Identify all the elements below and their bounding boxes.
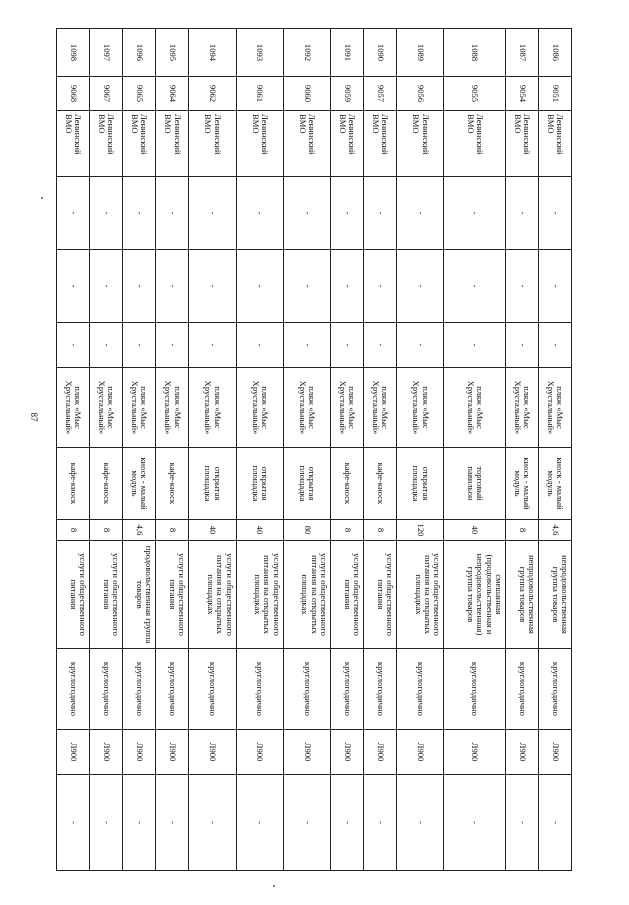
empty-column-13-cell: - [505, 775, 538, 871]
area-cell: 120 [397, 520, 444, 541]
empty-column-6-cell: - [156, 323, 189, 368]
table-row [397, 29, 444, 871]
period-cell: круглогодично [57, 649, 90, 730]
object-code-cell: 9064 [156, 77, 189, 111]
area-cell: 80 [283, 520, 330, 541]
district-cell: Ленинский ВМО [397, 111, 444, 177]
location-cell: пляж «Мыс Хрустальный» [538, 368, 571, 448]
empty-column-4-cell: - [444, 177, 506, 250]
period-cell: круглогодично [397, 649, 444, 730]
owner-code-cell: Л900 [444, 730, 506, 775]
object-code-cell: 9065 [123, 77, 156, 111]
object-code-cell: 9062 [189, 77, 236, 111]
location-cell: пляж «Мыс Хрустальный» [283, 368, 330, 448]
row-number-cell: 1087 [505, 29, 538, 77]
empty-column-13-cell: - [236, 775, 283, 871]
owner-code-cell: Л900 [90, 730, 123, 775]
empty-column-6-cell: - [236, 323, 283, 368]
specialization-cell: услуги общественного питания [90, 541, 123, 649]
page-number: 87 [29, 412, 39, 422]
object-type-cell: кафе-киоск [331, 448, 364, 520]
table-row [283, 29, 330, 871]
period-cell: круглогодично [156, 649, 189, 730]
location-cell: пляж «Мыс Хрустальный» [397, 368, 444, 448]
empty-column-4-cell: - [189, 177, 236, 250]
empty-column-13-cell: - [331, 775, 364, 871]
empty-column-4-cell: - [90, 177, 123, 250]
area-cell: 40 [189, 520, 236, 541]
object-code-cell: 9068 [57, 77, 90, 111]
table-row [364, 29, 397, 871]
rotated-table-container [56, 28, 572, 870]
empty-column-6-cell: - [57, 323, 90, 368]
district-cell: Ленинский ВМО [505, 111, 538, 177]
specialization-cell: услуги общественного питания [156, 541, 189, 649]
empty-column-4-cell: - [505, 177, 538, 250]
owner-code-cell: Л900 [283, 730, 330, 775]
empty-column-5-cell: - [189, 250, 236, 323]
empty-column-5-cell: - [283, 250, 330, 323]
object-type-cell: торговый павильон [444, 448, 506, 520]
area-cell: 8 [156, 520, 189, 541]
area-cell: 8 [364, 520, 397, 541]
empty-column-13-cell: - [444, 775, 506, 871]
empty-column-4-cell: - [123, 177, 156, 250]
specialization-cell: услуги общественного питания [57, 541, 90, 649]
location-cell: пляж «Мыс Хрустальный» [236, 368, 283, 448]
table-row [538, 29, 571, 871]
empty-column-5-cell: - [505, 250, 538, 323]
empty-column-4-cell: - [364, 177, 397, 250]
area-cell: 40 [444, 520, 506, 541]
specialization-cell: услуги общественного питания на открытых площадках [189, 541, 236, 649]
district-cell: Ленинский ВМО [156, 111, 189, 177]
object-type-cell: кафе-киоск [90, 448, 123, 520]
empty-column-13-cell: - [123, 775, 156, 871]
district-cell: Ленинский ВМО [123, 111, 156, 177]
table-row [156, 29, 189, 871]
table-row [90, 29, 123, 871]
object-type-cell: киоск - малый модуль [538, 448, 571, 520]
object-type-cell: киоск - малый модуль [505, 448, 538, 520]
empty-column-13-cell: - [90, 775, 123, 871]
specialization-cell: услуги общественного питания на открытых площадках [236, 541, 283, 649]
empty-column-4-cell: - [236, 177, 283, 250]
row-number-cell: 1095 [156, 29, 189, 77]
empty-column-5-cell: - [444, 250, 506, 323]
owner-code-cell: Л900 [156, 730, 189, 775]
area-cell: 8 [505, 520, 538, 541]
location-cell: пляж «Мыс Хрустальный» [123, 368, 156, 448]
area-cell: 4,6 [538, 520, 571, 541]
specialization-cell: непродовольственная группа товаров [505, 541, 538, 649]
location-cell: пляж «Мыс Хрустальный» [331, 368, 364, 448]
empty-column-13-cell: - [283, 775, 330, 871]
empty-column-5-cell: - [397, 250, 444, 323]
empty-column-5-cell: - [331, 250, 364, 323]
row-number-cell: 1091 [331, 29, 364, 77]
object-code-cell: 9057 [364, 77, 397, 111]
table-body [57, 29, 572, 871]
object-type-cell: кафе-киоск [156, 448, 189, 520]
area-cell: 8 [90, 520, 123, 541]
location-cell: пляж «Мыс Хрустальный» [90, 368, 123, 448]
empty-column-5-cell: - [90, 250, 123, 323]
object-type-cell: кафе-киоск [57, 448, 90, 520]
scan-speck [273, 885, 275, 887]
object-code-cell: 9055 [444, 77, 506, 111]
period-cell: круглогодично [123, 649, 156, 730]
object-type-cell: открытая площадка [236, 448, 283, 520]
scan-speck [41, 197, 43, 199]
area-cell: 40 [236, 520, 283, 541]
empty-column-5-cell: - [364, 250, 397, 323]
empty-column-4-cell: - [397, 177, 444, 250]
period-cell: круглогодично [331, 649, 364, 730]
table-row [331, 29, 364, 871]
object-code-cell: 9061 [236, 77, 283, 111]
specialization-cell: непродовольственная группа товаров [538, 541, 571, 649]
district-cell: Ленинский ВМО [57, 111, 90, 177]
period-cell: круглогодично [505, 649, 538, 730]
district-cell: Ленинский ВМО [90, 111, 123, 177]
empty-column-13-cell: - [57, 775, 90, 871]
row-number-cell: 1092 [283, 29, 330, 77]
owner-code-cell: Л900 [236, 730, 283, 775]
empty-column-6-cell: - [505, 323, 538, 368]
empty-column-5-cell: - [123, 250, 156, 323]
period-cell: круглогодично [283, 649, 330, 730]
specialization-cell: услуги общественного питания [364, 541, 397, 649]
object-code-cell: 9060 [283, 77, 330, 111]
area-cell: 8 [57, 520, 90, 541]
period-cell: круглогодично [236, 649, 283, 730]
specialization-cell: продовольственная группа товаров [123, 541, 156, 649]
empty-column-6-cell: - [444, 323, 506, 368]
district-cell: Ленинский ВМО [331, 111, 364, 177]
object-type-cell: кафе-киоск [364, 448, 397, 520]
owner-code-cell: Л900 [189, 730, 236, 775]
row-number-cell: 1093 [236, 29, 283, 77]
empty-column-13-cell: - [189, 775, 236, 871]
owner-code-cell: Л900 [397, 730, 444, 775]
empty-column-6-cell: - [331, 323, 364, 368]
row-number-cell: 1096 [123, 29, 156, 77]
specialization-cell: услуги общественного питания на открытых площадках [397, 541, 444, 649]
owner-code-cell: Л900 [57, 730, 90, 775]
district-cell: Ленинский ВМО [283, 111, 330, 177]
object-code-cell: 9056 [397, 77, 444, 111]
empty-column-5-cell: - [538, 250, 571, 323]
table-row [236, 29, 283, 871]
table-row [444, 29, 506, 871]
district-cell: Ленинский ВМО [189, 111, 236, 177]
district-cell: Ленинский ВМО [364, 111, 397, 177]
empty-column-6-cell: - [538, 323, 571, 368]
object-type-cell: киоск - малый модуль [123, 448, 156, 520]
object-type-cell: открытая площадка [283, 448, 330, 520]
owner-code-cell: Л900 [331, 730, 364, 775]
district-cell: Ленинский ВМО [236, 111, 283, 177]
empty-column-4-cell: - [283, 177, 330, 250]
period-cell: круглогодично [444, 649, 506, 730]
empty-column-13-cell: - [364, 775, 397, 871]
table-row [189, 29, 236, 871]
empty-column-4-cell: - [156, 177, 189, 250]
location-cell: пляж «Мыс Хрустальный» [189, 368, 236, 448]
period-cell: круглогодично [364, 649, 397, 730]
object-code-cell: 9054 [505, 77, 538, 111]
row-number-cell: 1090 [364, 29, 397, 77]
empty-column-6-cell: - [90, 323, 123, 368]
owner-code-cell: Л900 [505, 730, 538, 775]
location-cell: пляж «Мыс Хрустальный» [156, 368, 189, 448]
table-row [57, 29, 90, 871]
empty-column-5-cell: - [156, 250, 189, 323]
period-cell: круглогодично [538, 649, 571, 730]
empty-column-6-cell: - [283, 323, 330, 368]
table-row [123, 29, 156, 871]
owner-code-cell: Л900 [538, 730, 571, 775]
empty-column-13-cell: - [538, 775, 571, 871]
district-cell: Ленинский ВМО [538, 111, 571, 177]
location-cell: пляж «Мыс Хрустальный» [364, 368, 397, 448]
empty-column-4-cell: - [57, 177, 90, 250]
object-type-cell: открытая площадка [189, 448, 236, 520]
row-number-cell: 1098 [57, 29, 90, 77]
empty-column-6-cell: - [123, 323, 156, 368]
location-cell: пляж «Мыс Хрустальный» [57, 368, 90, 448]
object-code-cell: 9059 [331, 77, 364, 111]
location-cell: пляж «Мыс Хрустальный» [505, 368, 538, 448]
specialization-cell: смешанная (продовольственная и непродовольственная) группа товаров [444, 541, 506, 649]
empty-column-5-cell: - [57, 250, 90, 323]
register-table [56, 28, 572, 871]
object-code-cell: 9067 [90, 77, 123, 111]
period-cell: круглогодично [189, 649, 236, 730]
row-number-cell: 1088 [444, 29, 506, 77]
empty-column-6-cell: - [189, 323, 236, 368]
empty-column-13-cell: - [156, 775, 189, 871]
owner-code-cell: Л900 [364, 730, 397, 775]
empty-column-6-cell: - [364, 323, 397, 368]
owner-code-cell: Л900 [123, 730, 156, 775]
empty-column-4-cell: - [331, 177, 364, 250]
specialization-cell: услуги общественного питания [331, 541, 364, 649]
empty-column-6-cell: - [397, 323, 444, 368]
area-cell: 8 [331, 520, 364, 541]
area-cell: 4,6 [123, 520, 156, 541]
table-row [505, 29, 538, 871]
object-code-cell: 9051 [538, 77, 571, 111]
object-type-cell: открытая площадка [397, 448, 444, 520]
specialization-cell: услуги общественного питания на открытых площадках [283, 541, 330, 649]
location-cell: пляж «Мыс Хрустальный» [444, 368, 506, 448]
row-number-cell: 1089 [397, 29, 444, 77]
empty-column-13-cell: - [397, 775, 444, 871]
empty-column-4-cell: - [538, 177, 571, 250]
empty-column-5-cell: - [236, 250, 283, 323]
row-number-cell: 1086 [538, 29, 571, 77]
period-cell: круглогодично [90, 649, 123, 730]
row-number-cell: 1094 [189, 29, 236, 77]
row-number-cell: 1097 [90, 29, 123, 77]
district-cell: Ленинский ВМО [444, 111, 506, 177]
